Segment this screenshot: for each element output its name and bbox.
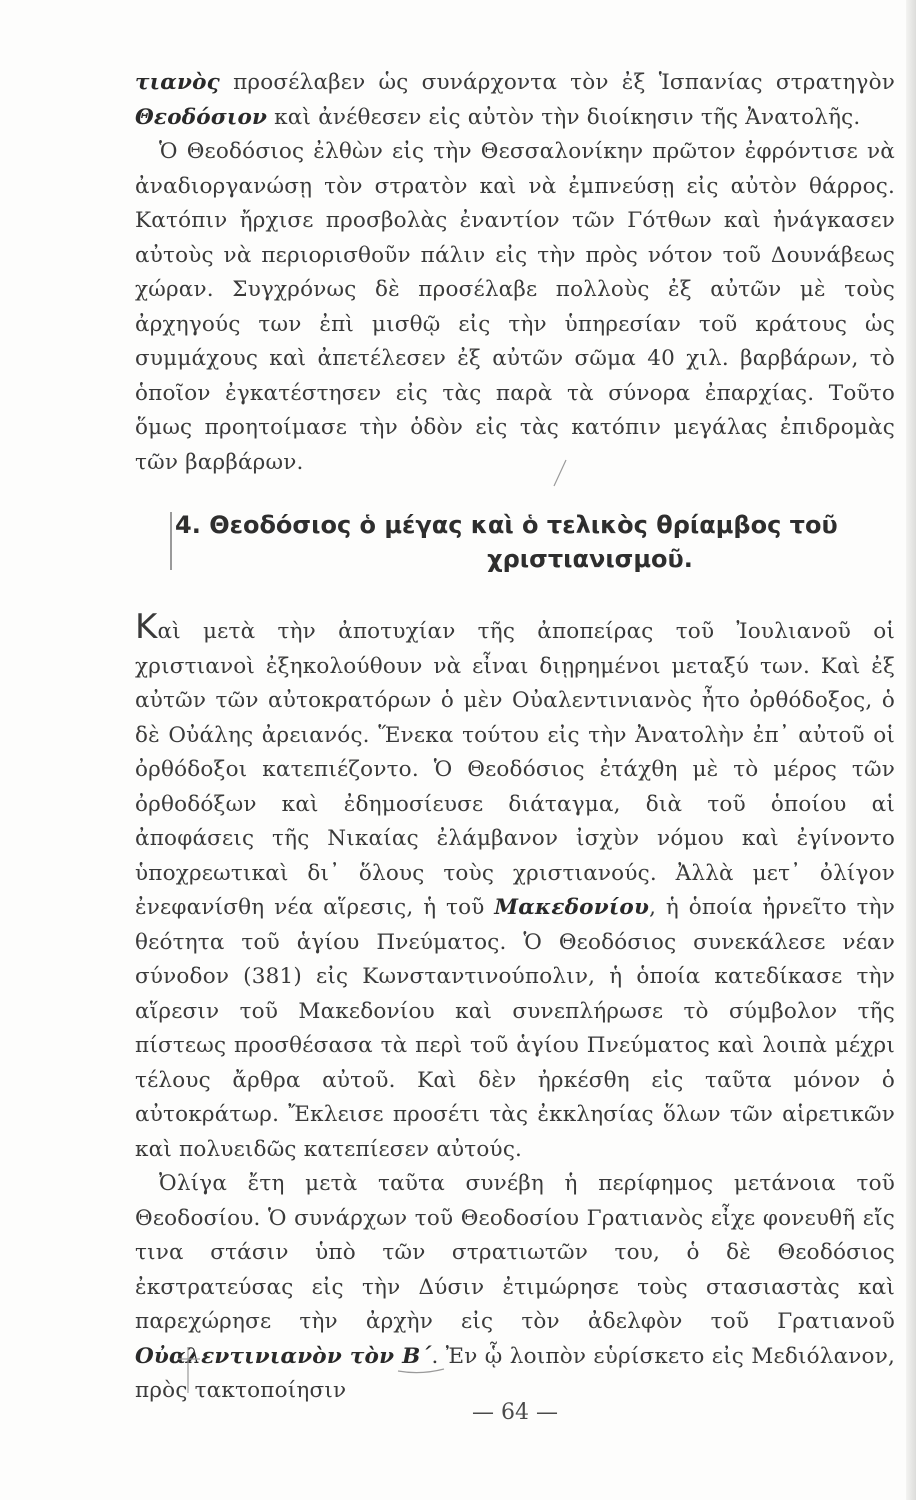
- paragraph-repentance-part-2: . Ἐν ᾧ λοιπὸν εὑρίσκετο εἰς Μεδιόλανον, πρὸς τακτοποίησιν: [135, 1343, 896, 1403]
- paragraph-repentance: [135, 1167, 895, 1409]
- paragraph-goths: Ὁ Θεοδόσιος ἐλθὼν εἰς τὴν Θεσσαλονίκην πρῶτον ἐφρόντισε νὰ ἀναδιοργανώσῃ τὸν στρατὸν καὶ νὰ ἐμπνεύσῃ εἰς αὐτὸν θάρρος. Κατόπιν ἤρχισε προσβολὰς ἐναντίον τῶν Γότθων καὶ ἠνάγκασεν αὐτοὺς νὰ περιορισθοῦν πάλιν εἰς τὴν πρὸς νότον τοῦ Δουνάβεως χώραν. Συγχρόνως δὲ προσέλαβε πολλοὺς ἐξ αὐτῶν μὲ τοὺς ἀρχηγούς των ἐπὶ μισθῷ εἰς τὴν ὑπηρεσίαν τοῦ κράτους ὡς συμμάχους καὶ ἀπετέλεσεν ἐξ αὐτῶν σῶμα 40 χιλ. βαρβάρων, τὸ ὁποῖον ἐγκατέστησεν εἰς τὰς παρὰ τὰ σύνορα ἐπαρχίας. Τοῦτο ὅμως προητοίμασε τὴν ὁδὸν εἰς τὰς κατόπιν μεγάλας ἐπιδρομὰς τῶν βαρβάρων.: [135, 139, 895, 475]
- section-title-line-1: Θεοδόσιος ὁ μέγας καὶ ὁ τελικὸς θρίαμβος τοῦ: [209, 511, 838, 539]
- paragraph-orthodoxy: [135, 607, 896, 1167]
- section-body: [135, 607, 896, 1409]
- pencil-cross-mark: [174, 1345, 204, 1395]
- intro-text-block: [135, 66, 895, 480]
- paragraph-orthodoxy-part-1: αὶ μετὰ τὴν ἀποτυχίαν τῆς ἀποπείρας τοῦ Ἰουλιανοῦ οἱ χριστιανοὶ ἐξηκολούθουν νὰ εἶναι διῃρημένοι μεταξύ των. Καὶ ἐξ αὐτῶν τῶν αὐτοκρατόρων ὁ μὲν Οὐαλεντινιανὸς ἦτο ὀρθόδοξος, ὁ δὲ Οὐάλης ἀρειανός. Ἕνεκα τούτου εἰς τὴν Ἀνατολὴν ἐπ᾿ αὐτοῦ οἱ ὀρθόδοξοι κατεπιέζοντο. Ὁ Θεοδόσιος ἐτάχθη μὲ τὸ μέρος τῶν ὀρθοδόξων καὶ ἐδημοσίευσε διάταγμα, διὰ τοῦ ὁποίου αἱ ἀποφάσεις τῆς Νικαίας ἐλάμβανον ἰσχὺν νόμου καὶ ἐγίνοντο ὑποχρεωτικαὶ δι᾿ ὅλους τοὺς χριστιανούς. Ἀλλὰ μετ᾿ ὀλίγον ἐνεφανίσθη νέα αἵρεσις, ἡ τοῦ: [135, 619, 895, 920]
- pencil-slash-mark: [550, 458, 570, 488]
- drop-cap: Κ: [135, 607, 158, 647]
- intro-line-2: καὶ ἀνέθεσεν εἰς αὐτὸν τὴν διοίκησιν τῆς Ἀνατολῆς.: [267, 104, 861, 130]
- page-number: — 64 —: [472, 1400, 558, 1425]
- intro-line-1: προσέλαβεν ὡς συνάρχοντα τὸν ἐξ Ἱσπανίας στρατηγὸν: [219, 70, 895, 95]
- pencil-bracket-mark: [170, 512, 172, 570]
- paragraph-repentance-part-1: Ὀλίγα ἔτη μετὰ ταῦτα συνέβη ἡ περίφημος μετάνοια τοῦ Θεοδοσίου. Ὁ συνάρχων τοῦ Θεοδοσίου Γρατιανὸς εἶχε φονευθῆ εἴς τινα στάσιν ὑπὸ τῶν στρατιωτῶν του, ὁ δὲ Θεοδόσιος ἐκστρατεύσας εἰς τὴν Δύσιν ἐτιμώρησε τοὺς στασιαστὰς καὶ παρεχώρησε τὴν ἀρχὴν εἰς τὸν ἀδελφὸν τοῦ Γρατιανοῦ: [135, 1171, 895, 1334]
- page-edge-shadow: [906, 0, 916, 1500]
- name-macedonius: Μακεδονίου: [494, 895, 650, 920]
- name-theodosius: Θεοδόσιον: [135, 104, 268, 130]
- name-valentinian-ii: Οὐαλεντινιανὸν τὸν Β΄: [135, 1343, 432, 1369]
- paragraph-orthodoxy-part-2: , ἡ ὁποία ἠρνεῖτο τὴν θεότητα τοῦ ἁγίου Πνεύματος. Ὁ Θεοδόσιος συνεκάλεσε νέαν σύνοδον (381) εἰς Κωνσταντινούπολιν, ἡ ὁποία κατεδίκασε τὴν αἵρεσιν τοῦ Μακεδονίου καὶ συνεπλήρωσε τὸ σύμβολον τῆς πίστεως προσθέσασα τὰ περὶ τοῦ ἁγίου Πνεύματος καὶ λοιπὰ μέχρι τέλους ἄρθρα αὐτοῦ. Καὶ δὲν ἠρκέσθη εἰς ταῦτα μόνον ὁ αὐτοκράτωρ. Ἔκλεισε προσέτι τὰς ἐκκλησίας ὅλων τῶν αἱρετικῶν καὶ πολυειδῶς κατεπίεσεν αὐτούς.: [135, 895, 896, 1162]
- intro-opening-lines: [135, 66, 895, 135]
- section-number: 4.: [175, 511, 201, 539]
- lead-word: τιανὸς: [135, 70, 220, 95]
- pencil-underline-mark: [396, 1365, 446, 1377]
- section-heading: [175, 508, 875, 576]
- section-title-line-2: χριστιανισμοῦ.: [487, 545, 693, 573]
